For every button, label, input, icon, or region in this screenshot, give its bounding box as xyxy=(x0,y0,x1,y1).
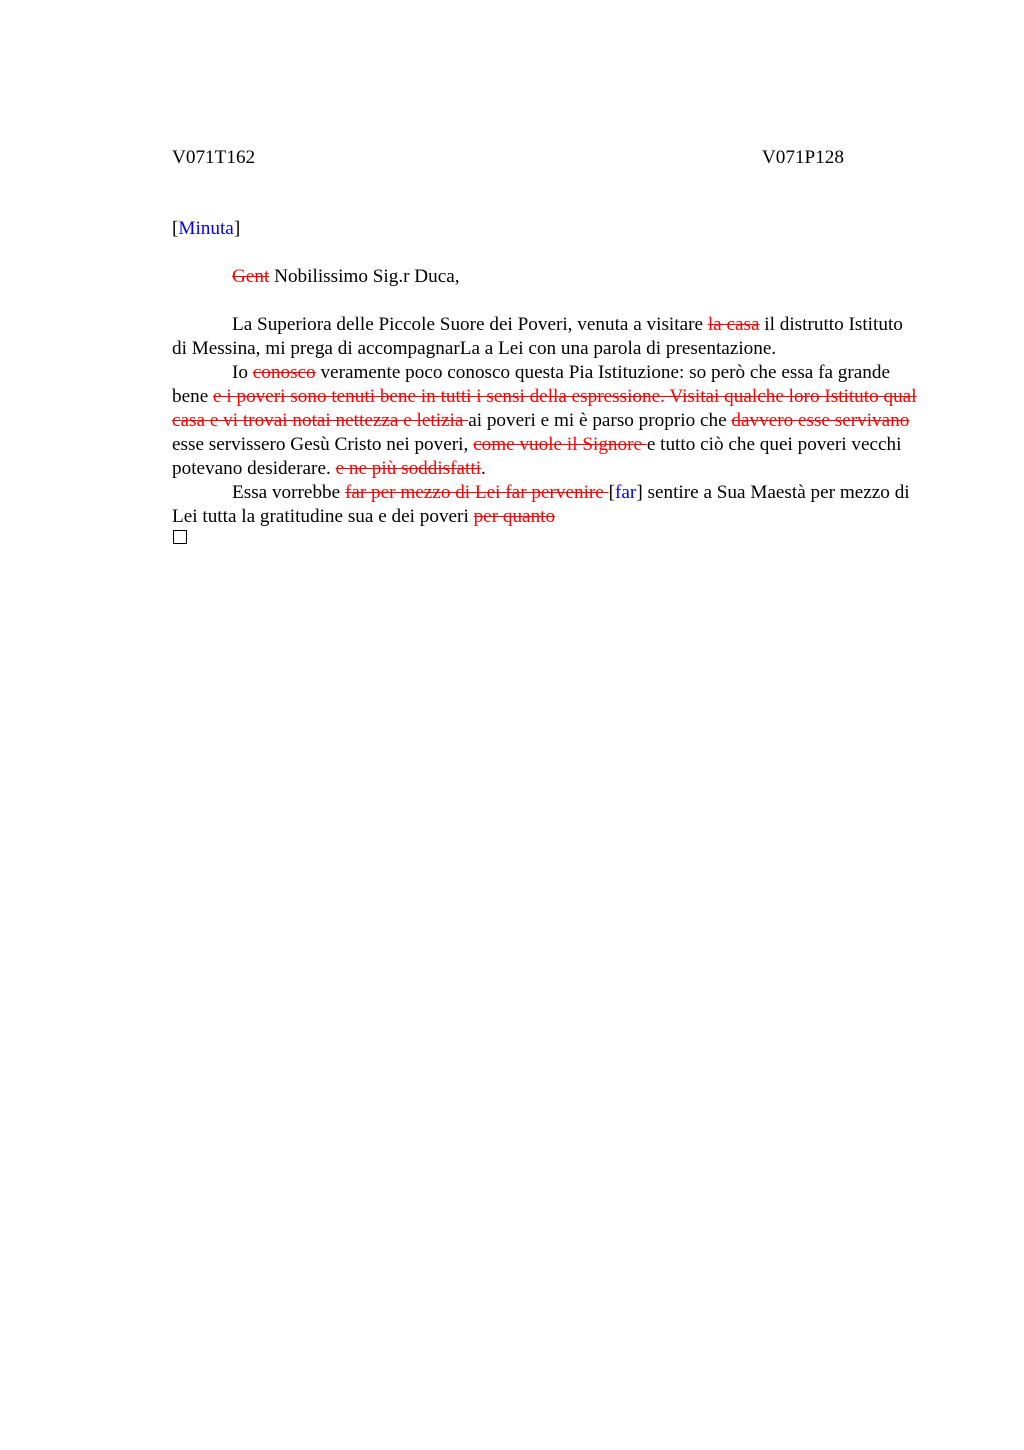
volume-page-code: V071P128 xyxy=(761,147,844,168)
deleted-text: far per mezzo di Lei far pervenire xyxy=(344,482,609,503)
text-run: il distrutto Istituto di Messina, mi prega di accompagnarLa a Lei con una parola di presentazione. xyxy=(172,314,903,359)
salutation xyxy=(232,266,460,288)
document-header xyxy=(172,147,844,171)
square-box-icon xyxy=(173,530,187,544)
deleted-text: e i poveri sono tenuti bene in tutti i sensi della espressione. Visitai qualche loro Istituto qual casa e vi trovai notai nettezza e letizia xyxy=(172,386,917,431)
paragraph-1 xyxy=(172,313,917,361)
deleted-text: e ne più soddisfatti xyxy=(335,458,482,479)
salutation-text: Nobilissimo Sig.r Duca, xyxy=(269,266,460,287)
paragraph-3 xyxy=(172,481,917,529)
deleted-text: conosco xyxy=(252,362,316,383)
text-run: esse servissero Gesù Cristo nei poveri, xyxy=(172,434,474,455)
close-bracket: ] xyxy=(233,218,241,239)
letter-body xyxy=(172,313,917,529)
text-run: ai poveri e mi è parso proprio che xyxy=(468,410,732,431)
deleted-text: Gent xyxy=(232,266,270,287)
open-bracket: [ xyxy=(172,218,179,239)
deleted-text: la casa xyxy=(707,314,760,335)
text-run: e tutto ciò che quei poveri vecchi potevano desiderare. xyxy=(172,434,902,479)
editorial-insertion: far xyxy=(615,482,637,503)
text-run: Io xyxy=(232,362,253,383)
deleted-text: come vuole il Signore xyxy=(473,434,647,455)
text-run: [ xyxy=(608,482,616,503)
paragraph-2 xyxy=(172,361,917,481)
text-run: . xyxy=(481,458,486,479)
text-run: La Superiora delle Piccole Suore dei Poveri, venuta a visitare xyxy=(232,314,708,335)
minuta-label xyxy=(172,218,240,240)
text-run: veramente poco conosco questa Pia Istituzione: so però che essa fa grande bene xyxy=(172,362,891,407)
text-run: Essa vorrebbe xyxy=(232,482,345,503)
volume-text-code: V071T162 xyxy=(172,147,256,168)
deleted-text: per quanto xyxy=(473,506,556,527)
text-run: ] sentire a Sua Maestà per mezzo di Lei tutta la gratitudine sua e dei poveri xyxy=(172,482,910,527)
deleted-text: davvero esse servivano xyxy=(731,410,910,431)
minuta-text: Minuta xyxy=(178,218,234,239)
